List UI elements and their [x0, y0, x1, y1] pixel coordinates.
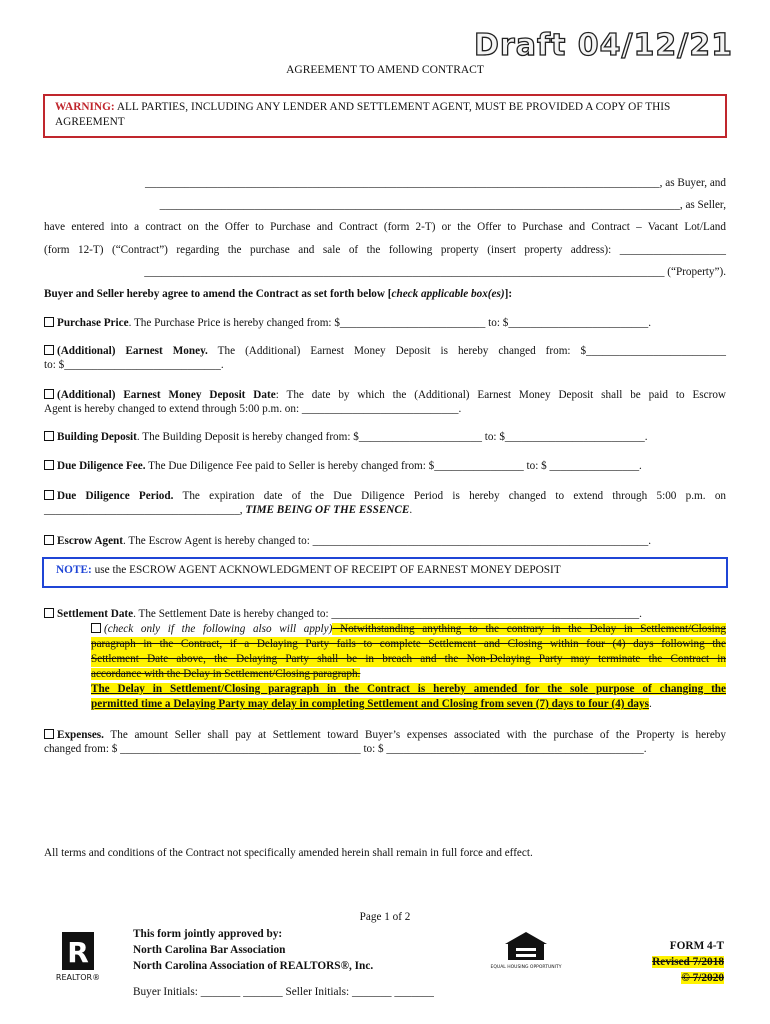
expenses-label: Expenses. — [57, 729, 104, 741]
form-info — [600, 938, 724, 986]
form-number: FORM 4-T — [669, 940, 724, 952]
expenses-item — [44, 728, 726, 756]
all-terms-text: All terms and conditions of the Contract not specifically amended herein shall remain in full force and effect. — [44, 847, 533, 859]
earnest-date-item — [44, 388, 726, 416]
strike-text-3: Settlement Date above, the Delaying Party shall be in breach and the Non-Delaying Party may terminate the Contract in — [91, 653, 726, 665]
agree-statement — [44, 287, 726, 301]
amended-text-1: The Delay in Settlement/Closing paragraph in the Contract is hereby amended for the sole purpose of changing the — [91, 683, 726, 695]
expenses-line-1 — [44, 728, 726, 742]
note-text: use the ESCROW AGENT ACKNOWLEDGMENT OF RECEIPT OF EARNEST MONEY DEPOSIT — [91, 564, 561, 576]
building-text[interactable]: . The Building Deposit is hereby changed from: $______________________ to: $_________________________. — [136, 431, 648, 443]
building-item — [44, 430, 726, 444]
dd-period-item — [44, 489, 726, 517]
earnest-date-line-1 — [44, 388, 726, 402]
copyright-line — [600, 970, 724, 986]
form-line[interactable]: (form 12-T) (“Contract”) regarding the purchase and sale of the following property (insert property address): ___________________ — [44, 244, 726, 256]
agree-italic: check applicable box(es) — [391, 288, 505, 300]
copyright-date: © 7/2020 — [681, 972, 724, 984]
dd-fee-checkbox[interactable] — [44, 460, 54, 470]
settlement-delay-checkbox[interactable] — [91, 623, 101, 633]
dd-period-line-1 — [44, 489, 726, 503]
earnest-text[interactable]: The (Additional) Earnest Money Deposit is hereby changed from: $_________________________ — [207, 345, 726, 357]
dd-period-checkbox[interactable] — [44, 490, 54, 500]
amended-line-2 — [91, 697, 726, 712]
dd-period-date-field[interactable]: ___________________________________, — [44, 504, 246, 516]
earnest-date-line-2[interactable]: Agent is hereby changed to extend through 5:00 p.m. on: ____________________________. — [44, 403, 462, 415]
svg-text:REALTOR®: REALTOR® — [55, 973, 101, 982]
escrow-checkbox[interactable] — [44, 535, 54, 545]
dd-fee-item — [44, 459, 726, 473]
revised-date: Revised 7/2018 — [652, 956, 724, 968]
settlement-text[interactable]: . The Settlement Date is hereby changed to: _______________________________________________________. — [133, 608, 642, 620]
draft-watermark: Draft 04/12/21 — [474, 28, 733, 63]
warning-label: WARNING: — [55, 101, 115, 113]
property-line[interactable]: _____________________________________________________________________________________________ (“Property”). — [144, 266, 726, 278]
svg-text:EQUAL HOUSING OPPORTUNITY: EQUAL HOUSING OPPORTUNITY — [490, 965, 562, 970]
purchase-price-text[interactable]: . The Purchase Price is hereby changed from: $__________________________ to: $_________________________. — [128, 317, 651, 329]
strike-line-4 — [91, 667, 726, 682]
earnest-date-label: (Additional) Earnest Money Deposit Date — [57, 389, 276, 401]
nc-realtors: North Carolina Association of REALTORS®, Inc. — [133, 960, 374, 972]
escrow-item — [44, 534, 726, 548]
equal-housing-icon — [490, 930, 562, 974]
agree-end: ]: — [504, 288, 513, 300]
revised-line — [600, 954, 724, 970]
document-title: AGREEMENT TO AMEND CONTRACT — [286, 64, 484, 76]
settlement-check-note: (check only if the following also will apply) — [104, 623, 333, 635]
realtor-logo-icon — [56, 930, 100, 982]
strike-text-4: accordance with the Delay in Settlement/Closing paragraph. — [91, 668, 361, 680]
strike-text-2: paragraph in the Contract, if a Delaying Party fails to complete Settlement and Closing within four (4) days following the — [91, 638, 726, 650]
settlement-item — [44, 607, 726, 621]
page-number: Page 1 of 2 — [359, 911, 411, 923]
buyer-line[interactable]: ____________________________________________________________________________________________, as Buyer, and — [145, 177, 726, 189]
earnest-date-checkbox[interactable] — [44, 389, 54, 399]
escrow-label: Escrow Agent — [57, 535, 123, 547]
strike-text-1: Notwithstanding anything to the contrary in the Delay in Settlement/Closing — [332, 623, 726, 635]
nc-bar: North Carolina Bar Association — [133, 944, 286, 956]
purchase-price-label: Purchase Price — [57, 317, 129, 329]
amended-end: . — [648, 698, 652, 710]
earnest-date-text: : The date by which the (Additional) Earnest Money Deposit shall be paid to Escrow — [275, 389, 726, 401]
earnest-item — [44, 344, 726, 372]
dd-fee-label: Due Diligence Fee. — [57, 460, 146, 472]
purchase-price-checkbox[interactable] — [44, 317, 54, 327]
dd-period-text: The expiration date of the Due Diligence Period is hereby changed to extend through 5:00 p.m. on — [173, 490, 727, 502]
dd-fee-text[interactable]: The Due Diligence Fee paid to Seller is hereby changed from: $________________ to: $ ________________. — [145, 460, 642, 472]
agree-bold: Buyer and Seller hereby agree to amend the Contract as set forth below [ — [44, 288, 392, 300]
settlement-label: Settlement Date — [57, 608, 134, 620]
svg-text:R: R — [67, 936, 89, 969]
building-label: Building Deposit — [57, 431, 137, 443]
approval-block — [133, 926, 373, 974]
dd-period-label: Due Diligence Period. — [57, 490, 174, 502]
amended-line-1 — [91, 682, 726, 697]
amended-text-2: permitted time a Delaying Party may delay in completing Settlement and Closing from seven (7) days to four (4) days — [91, 698, 649, 710]
note-label: NOTE: — [56, 564, 92, 576]
warning-text: ALL PARTIES, INCLUDING ANY LENDER AND SETTLEMENT AGENT, MUST BE PROVIDED A COPY OF THIS AGREEMENT — [55, 101, 671, 128]
escrow-text[interactable]: . The Escrow Agent is hereby changed to: ____________________________________________________________. — [122, 535, 652, 547]
dd-period-line-2 — [44, 503, 726, 517]
dd-period-end: . — [409, 504, 413, 516]
expenses-checkbox[interactable] — [44, 729, 54, 739]
earnest-line-1 — [44, 344, 726, 358]
settlement-delay-clause — [91, 622, 726, 712]
earnest-checkbox[interactable] — [44, 345, 54, 355]
approved-by: This form jointly approved by: — [133, 928, 283, 940]
time-essence: TIME BEING OF THE ESSENCE — [245, 504, 410, 516]
earnest-line-2[interactable]: to: $____________________________. — [44, 359, 224, 371]
seller-line[interactable]: _____________________________________________________________________________________________, as Seller, — [159, 199, 726, 211]
expenses-text: The amount Seller shall pay at Settlement toward Buyer’s expenses associated with the purchase of the Property is hereby — [103, 729, 726, 741]
expenses-line-2[interactable]: changed from: $ ___________________________________________ to: $ ______________________________________________. — [44, 743, 647, 755]
earnest-label: (Additional) Earnest Money. — [57, 345, 208, 357]
settlement-clause-line-1 — [91, 622, 726, 637]
building-checkbox[interactable] — [44, 431, 54, 441]
contract-line: have entered into a contract on the Offer to Purchase and Contract (form 2-T) or the Offer to Purchase and Contract – Vacant Lot/Land — [44, 221, 726, 233]
settlement-checkbox[interactable] — [44, 608, 54, 618]
note-box — [42, 557, 728, 588]
initials-line[interactable]: Buyer Initials: _______ _______ Seller Initials: _______ _______ — [133, 986, 434, 998]
purchase-price-item — [44, 316, 726, 330]
warning-box — [43, 94, 727, 138]
